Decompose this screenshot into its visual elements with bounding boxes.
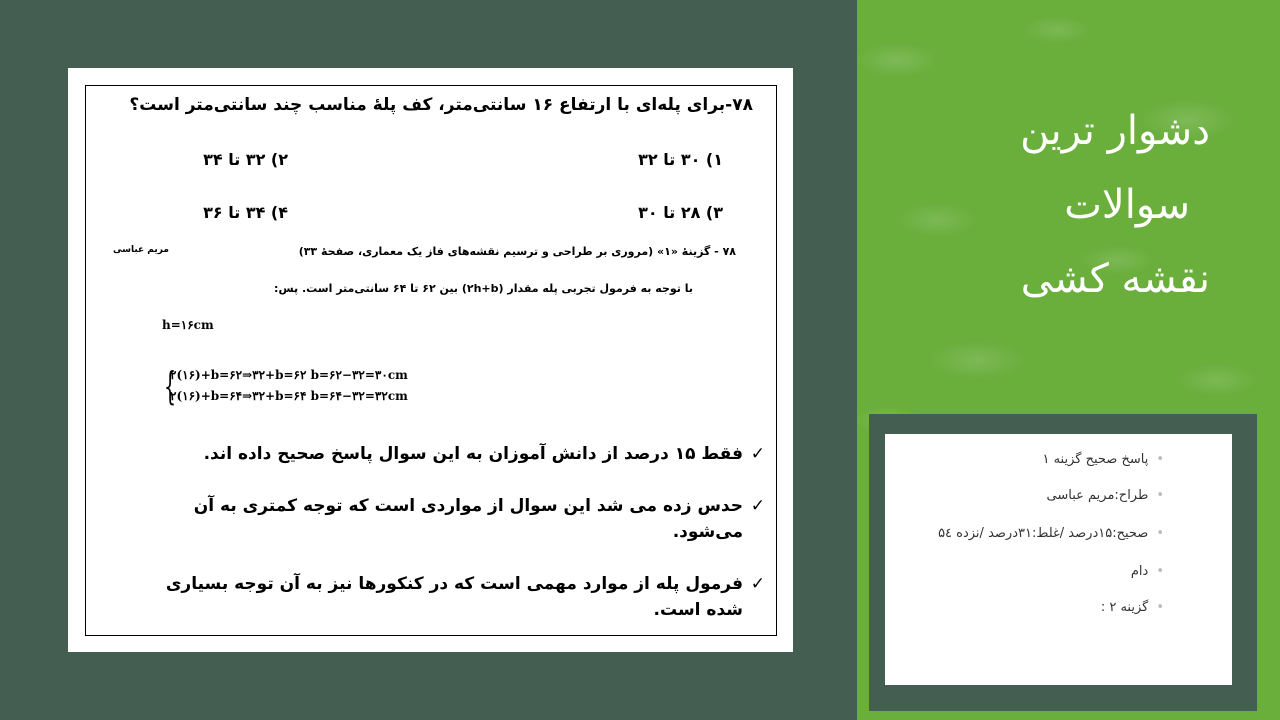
answer-item: •دام	[1130, 564, 1164, 579]
option-2: ۲) ۳۲ تا ۳۴	[203, 150, 288, 169]
option-4: ۴) ۳۴ تا ۳۶	[203, 203, 288, 222]
equation-brace: {	[164, 364, 177, 408]
bullet-icon: •	[1156, 488, 1164, 503]
title-line-1: دشوار ترین	[1020, 108, 1210, 154]
note-item: ✓ فقط ۱۵ درصد از دانش آموزان به این سوال پاسخ صحیح داده اند.	[163, 441, 743, 467]
answer-item: •پاسخ صحیح گزینه ۱	[1042, 452, 1164, 467]
answer-heading: ۷۸ - گزینهٔ «۱» (مروری بر طراحی و ترسیم نقشه‌های فاز یک معماری، صفحهٔ ۳۳)	[298, 245, 736, 258]
title-line-3: نقشه کشی	[1020, 256, 1210, 302]
formula-explanation: با توجه به فرمول تجربی پله مقدار (۲h+b) بین ۶۲ تا ۶۴ سانتی‌متر است. پس:	[274, 282, 693, 295]
check-icon: ✓	[750, 444, 765, 464]
option-1: ۱) ۳۰ تا ۳۲	[638, 150, 723, 169]
question-document	[68, 68, 793, 652]
equation-1: ۲(۱۶)+b=۶۲⇒۳۲+b=۶۲ b=۶۲−۳۲=۳۰cm	[170, 368, 408, 382]
option-3: ۳) ۲۸ تا ۳۰	[638, 203, 723, 222]
note-item: ✓ حدس زده می شد این سوال از مواردی است که توجه کمتری به آن می‌شود.	[163, 493, 743, 545]
bullet-icon: •	[1156, 600, 1164, 615]
note-item: ✓ فرمول پله از موارد مهمی است که در کنکورها نیز به آن توجه بسیاری شده است.	[163, 571, 743, 623]
question-text: ۷۸-برای پله‌ای با ارتفاع ۱۶ سانتی‌متر، کف پلهٔ مناسب چند سانتی‌متر است؟	[129, 95, 753, 115]
answer-item: •صحیح:۱۵درصد /غلط:۳۱درصد /نزده ۵٤	[938, 526, 1164, 541]
check-icon: ✓	[750, 574, 765, 594]
height-value: h=۱۶cm	[162, 318, 214, 332]
answer-item: •گزینه ۲ :	[1100, 600, 1164, 615]
bullet-icon: •	[1156, 526, 1164, 541]
check-icon: ✓	[750, 496, 765, 516]
equation-2: ۲(۱۶)+b=۶۴⇒۳۲+b=۶۴ b=۶۴−۳۲=۳۲cm	[170, 389, 408, 403]
bullet-icon: •	[1156, 452, 1164, 467]
answer-author: مریم عباسی	[113, 245, 169, 255]
answer-item: •طراح:مریم عباسی	[1046, 488, 1164, 503]
title-line-2: سوالات	[1064, 182, 1190, 228]
answer-info-box	[885, 434, 1232, 685]
bullet-icon: •	[1156, 564, 1164, 579]
